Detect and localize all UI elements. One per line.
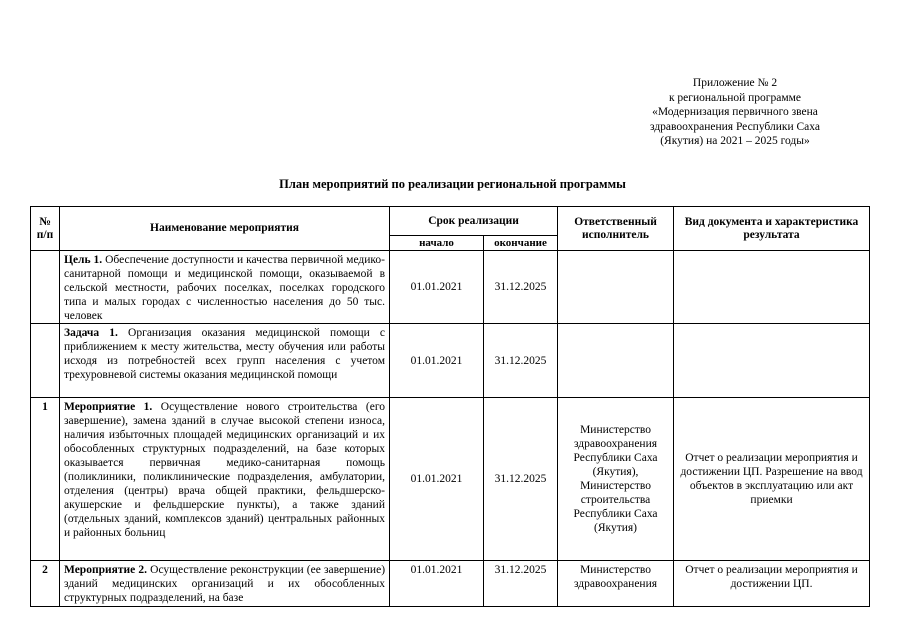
- row-label: Мероприятие 2.: [64, 564, 147, 576]
- row-start: 01.01.2021: [390, 251, 484, 324]
- row-num: [31, 251, 60, 324]
- header-end: окончание: [484, 236, 558, 251]
- appendix-block: [600, 76, 870, 149]
- row-end: 31.12.2025: [484, 324, 558, 398]
- row-description: [60, 561, 390, 607]
- appendix-line: (Якутия) на 2021 – 2025 годы»: [660, 135, 810, 147]
- appendix-line: Приложение № 2: [692, 77, 778, 89]
- header-start: начало: [390, 236, 484, 251]
- row-text: Обеспечение доступности и качества первичной медико-санитарной помощи и медицинской помощи, оказываемой в сельской местности, рабочих поселках, поселках городского типа и малых городах с численностью населения до 50 тыс. человек: [64, 254, 385, 322]
- row-end: 31.12.2025: [484, 251, 558, 324]
- row-doc: [674, 251, 870, 324]
- row-responsible: Министерство здравоохранения Республики Саха (Якутия), Министерство строительства Республики Саха (Якутия): [558, 398, 674, 561]
- header-row: [31, 207, 870, 236]
- table-row: [31, 398, 870, 561]
- appendix-line: здравоохранения Республики Саха: [650, 120, 820, 133]
- row-label: Цель 1.: [64, 254, 103, 266]
- row-num: 1: [31, 398, 60, 561]
- row-description: [60, 398, 390, 561]
- row-end: 31.12.2025: [484, 561, 558, 607]
- row-label: Задача 1.: [64, 327, 118, 339]
- table-row: [31, 561, 870, 607]
- row-start: 01.01.2021: [390, 398, 484, 561]
- table-row: [31, 251, 870, 324]
- row-responsible: [558, 251, 674, 324]
- table-row: [31, 324, 870, 398]
- page-title: План мероприятий по реализации региональной программы: [279, 177, 626, 191]
- row-start: 01.01.2021: [390, 561, 484, 607]
- plan-table: [30, 206, 870, 607]
- header-responsible: Ответственный исполнитель: [558, 207, 674, 251]
- header-name: Наименование мероприятия: [60, 207, 390, 251]
- header-num: № п/п: [31, 207, 60, 251]
- row-doc: [674, 324, 870, 398]
- row-responsible: [558, 324, 674, 398]
- row-num: [31, 324, 60, 398]
- row-responsible: Министерство здравоохранения: [558, 561, 674, 607]
- row-label: Мероприятие 1.: [64, 401, 153, 413]
- row-text: Осуществление нового строительства (его завершение), замена зданий в случае высокой степени износа, наличия избыточных площадей медицинских организаций и их обособленных структурных подразделений, на базе которых оказывается первичная медико-санитарная помощь (поликлиники, поликлинические подразделения, амбулатории, отделения (центры) врача общей практики, фельдшерско-акушерские и фельдшерские пункты), а также зданий (отдельных зданий, комплексов зданий) центральных районных и районных больниц: [64, 401, 385, 539]
- row-description: [60, 251, 390, 324]
- row-doc: Отчет о реализации мероприятия и достижении ЦП.: [674, 561, 870, 607]
- row-num: 2: [31, 561, 60, 607]
- row-doc: Отчет о реализации мероприятия и достижении ЦП. Разрешение на ввод объектов в эксплуатацию или акт приемки: [674, 398, 870, 561]
- appendix-line: «Модернизация первичного звена: [652, 106, 818, 118]
- header-term: Срок реализации: [390, 207, 558, 236]
- row-end: 31.12.2025: [484, 398, 558, 561]
- row-text: Осуществление реконструкции (ее завершение) зданий медицинских организаций и их обособленных структурных подразделений, на базе: [64, 564, 386, 604]
- row-description: [60, 324, 390, 398]
- row-start: 01.01.2021: [390, 324, 484, 398]
- appendix-line: к региональной программе: [668, 91, 802, 104]
- row-text: Организация оказания медицинской помощи с приближением к месту жительства, месту обучения или работы исходя из потребностей всех групп населения с учетом трехуровневой системы оказания медицинской помощи: [64, 327, 386, 381]
- header-doc: Вид документа и характеристика результата: [674, 207, 870, 251]
